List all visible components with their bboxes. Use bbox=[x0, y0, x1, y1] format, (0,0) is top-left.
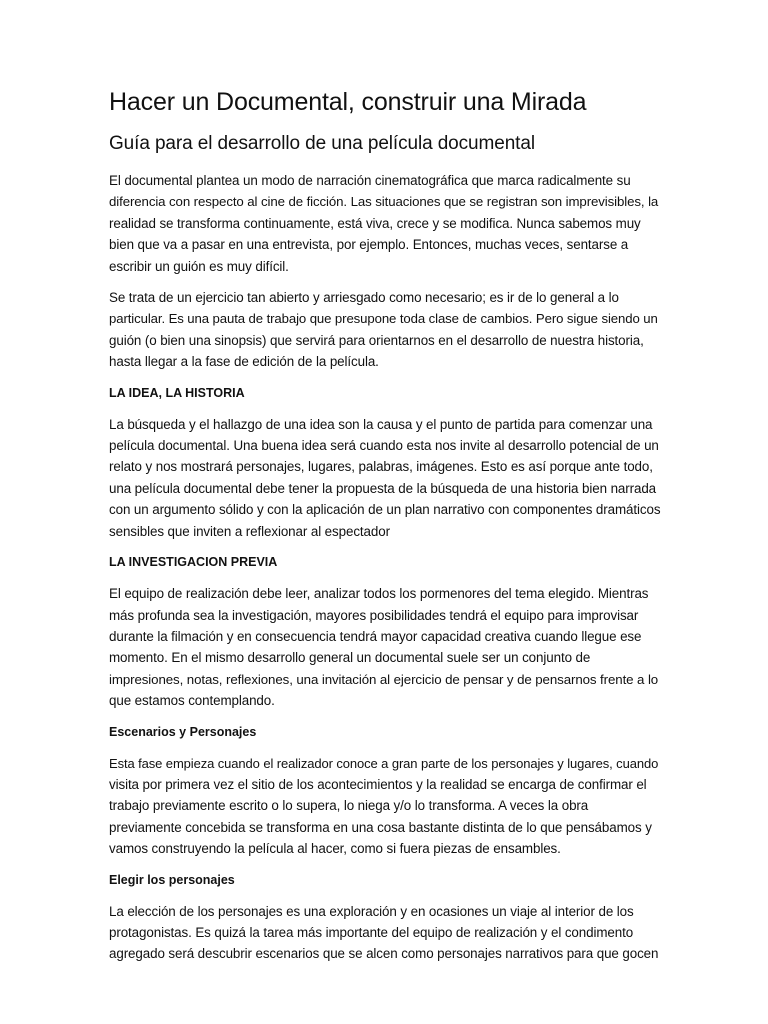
paragraph-line: previamente concebida se transforma en una cosa bastante distinta de lo que pensábamos y bbox=[109, 819, 652, 835]
section-heading: Elegir los personajes bbox=[109, 872, 235, 887]
paragraph-line: Se trata de un ejercicio tan abierto y arriesgado como necesario; es ir de lo general a lo bbox=[109, 290, 619, 306]
paragraph-line: bien que va a pasar en una entrevista, por ejemplo. Entonces, muchas veces, sentarse a bbox=[109, 237, 629, 253]
paragraph-line: El documental plantea un modo de narración cinematográfica que marca radicalmente su bbox=[109, 173, 631, 188]
paragraph bbox=[109, 287, 661, 373]
paragraph bbox=[109, 901, 661, 965]
paragraph-line: guión (o bien una sinopsis) que servirá para orientarnos en el desarrollo de nuestra historia, bbox=[109, 332, 644, 348]
paragraph-line: hasta llegar a la fase de edición de la película. bbox=[109, 354, 379, 370]
paragraph-line: particular. Es una pauta de trabajo que presupone toda clase de cambios. Pero sigue siendo un bbox=[109, 311, 658, 327]
document-subtitle: Guía para el desarrollo de una película documental bbox=[109, 133, 535, 154]
document-title: Hacer un Documental, construir una Mirada bbox=[109, 88, 587, 116]
paragraph-line: que estamos contemplando. bbox=[109, 693, 275, 709]
paragraph bbox=[109, 753, 661, 860]
paragraph-line: una película documental debe tener la propuesta de la búsqueda de una historia bien narrada bbox=[109, 480, 657, 496]
paragraph-line: visita por primera vez el sitio de los acontecimientos y la realidad se encarga de confirmar el bbox=[109, 776, 647, 792]
section-heading: LA INVESTIGACION PREVIA bbox=[109, 555, 278, 570]
paragraph bbox=[109, 414, 661, 542]
paragraph-line: realidad se transforma continuamente, está viva, crece y se modifica. Nunca sabemos muy bbox=[109, 215, 641, 231]
document-page bbox=[109, 84, 661, 975]
paragraph-line: trabajo previamente escrito o lo supera, lo niega y/o lo transforma. A veces la obra bbox=[109, 798, 589, 814]
paragraph-line: agregado será descubrir escenarios que se alcen como personajes narrativos para que gocen bbox=[109, 946, 659, 962]
paragraph-line: película documental. Una buena idea será cuando esta nos invite al desarrollo potencial de un bbox=[109, 438, 659, 454]
paragraph-line: La elección de los personajes es una exploración y en ocasiones un viaje al interior de los bbox=[109, 903, 634, 919]
paragraph-line: con un argumento sólido y con la aplicación de un plan narrativo con componentes dramáticos bbox=[109, 502, 661, 518]
section-heading: LA IDEA, LA HISTORIA bbox=[109, 385, 245, 400]
paragraph-line: La búsqueda y el hallazgo de una idea son la causa y el punto de partida para comenzar una bbox=[109, 416, 653, 432]
paragraph bbox=[109, 170, 661, 277]
section-heading: Escenarios y Personajes bbox=[109, 724, 257, 739]
paragraph-line: momento. En el mismo desarrollo general un documental suele ser un conjunto de bbox=[109, 650, 591, 666]
paragraph-line: protagonistas. Es quizá la tarea más importante del equipo de realización y el condimento bbox=[109, 924, 634, 940]
paragraph-line: diferencia con respecto al cine de ficción. Las situaciones que se registran son imprevisibles, la bbox=[109, 194, 659, 210]
paragraph-line: durante la filmación y en consecuencia tendrá mayor capacidad creativa cuando llegue ese bbox=[109, 628, 642, 644]
paragraph-line: vamos construyendo la película al hacer, como si fuera piezas de ensambles. bbox=[109, 841, 561, 857]
paragraph-line: Esta fase empieza cuando el realizador conoce a gran parte de los personajes y lugares, cuando bbox=[109, 755, 659, 771]
paragraph-line: El equipo de realización debe leer, analizar todos los pormenores del tema elegido. Mientras bbox=[109, 586, 649, 602]
paragraph-line: escribir un guión es muy difícil. bbox=[109, 258, 289, 274]
paragraph-line: relato y nos mostrará personajes, lugares, palabras, imágenes. Esto es así porque ante todo, bbox=[109, 459, 653, 475]
paragraph-line: impresiones, notas, reflexiones, una invitación al ejercicio de pensar y de pensarnos frente a lo bbox=[109, 671, 659, 687]
paragraph-line: sensibles que inviten a reflexionar al espectador bbox=[109, 523, 390, 539]
paragraph-line: más profunda sea la investigación, mayores posibilidades tendrá el equipo para improvisar bbox=[109, 607, 639, 623]
document-body bbox=[109, 170, 661, 965]
paragraph bbox=[109, 583, 661, 711]
